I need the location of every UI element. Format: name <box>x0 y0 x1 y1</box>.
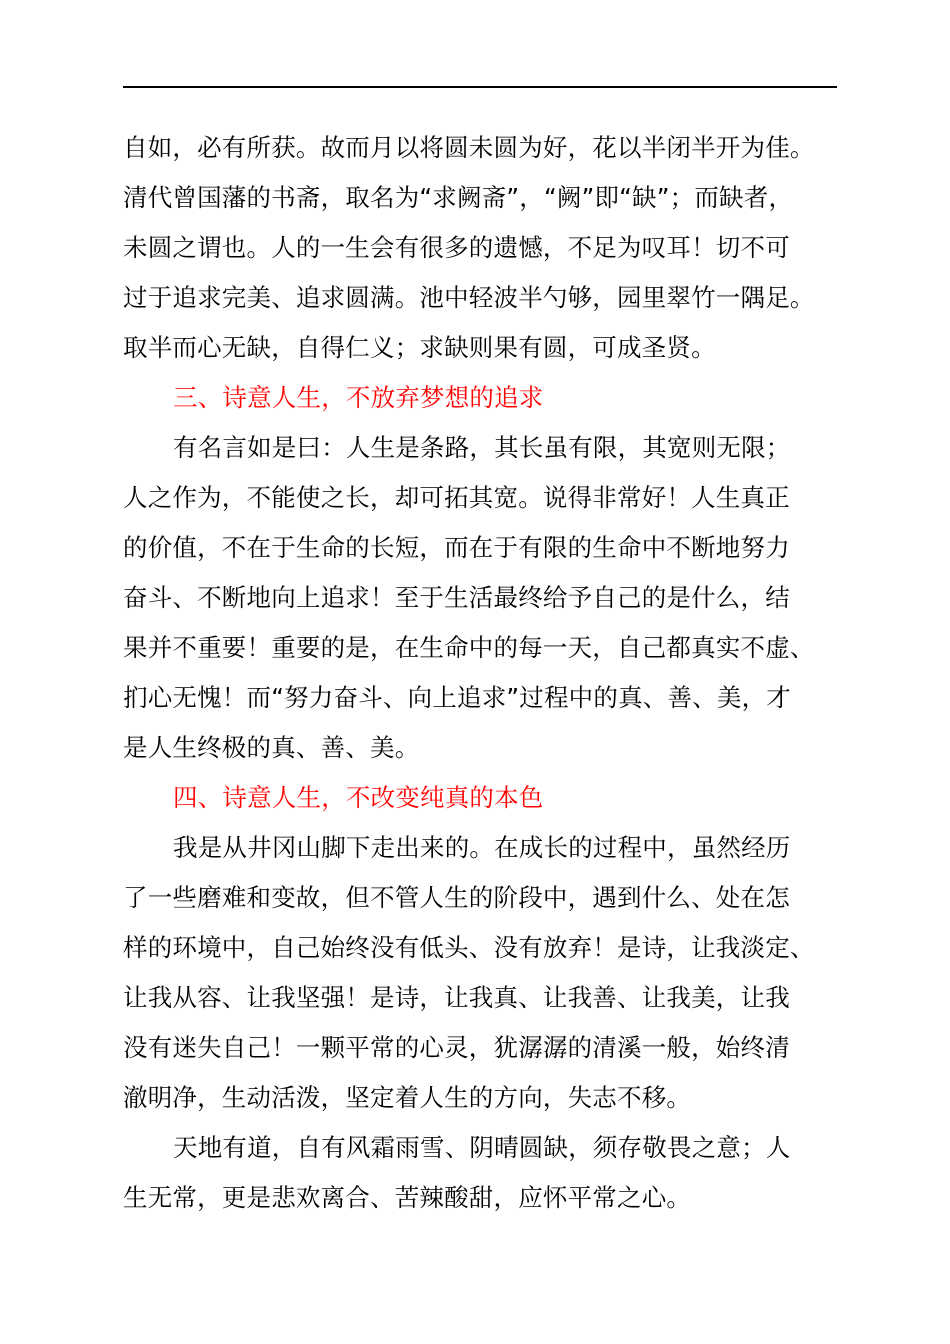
section-heading-3: 三、诗意人生，不放弃梦想的追求 <box>173 383 544 412</box>
text-line: 天地有道，自有风霜雨雪、阴晴圆缺，须存敬畏之意；人 <box>173 1133 791 1162</box>
header-rule <box>123 86 837 88</box>
text-line: 样的环境中，自己始终没有低头、没有放弃！是诗，让我淡定、 <box>123 933 815 962</box>
text-line: 奋斗、不断地向上追求！至于生活最终给予自己的是什么，结 <box>123 583 790 612</box>
text-line: 生无常，更是悲欢离合、苦辣酸甜，应怀平常之心。 <box>123 1183 692 1212</box>
text-line: 了一些磨难和变故，但不管人生的阶段中，遇到什么、处在怎 <box>123 883 790 912</box>
text-line: 过于追求完美、追求圆满。池中轻波半勺够，园里翠竹一隅足。 <box>123 283 815 312</box>
text-line: 我是从井冈山脚下走出来的。在成长的过程中，虽然经历 <box>173 833 791 862</box>
text-line: 清代曾国藩的书斋，取名为“求阙斋”，“阙”即“缺”；而缺者， <box>123 183 794 212</box>
text-line: 果并不重要！重要的是，在生命中的每一天，自己都真实不虚、 <box>123 633 815 662</box>
text-line: 扪心无愧！而“努力奋斗、向上追求”过程中的真、善、美，才 <box>123 683 791 712</box>
text-line: 取半而心无缺，自得仁义；求缺则果有圆，可成圣贤。 <box>123 333 716 362</box>
text-line: 自如，必有所获。故而月以将圆未圆为好，花以半闭半开为佳。 <box>123 133 815 162</box>
text-line: 有名言如是曰：人生是条路，其长虽有限，其宽则无限； <box>173 433 791 462</box>
text-line: 的价值，不在于生命的长短，而在于有限的生命中不断地努力 <box>123 533 790 562</box>
text-line: 未圆之谓也。人的一生会有很多的遗憾，不足为叹耳！切不可 <box>123 233 790 262</box>
text-line: 没有迷失自己！一颗平常的心灵，犹潺潺的清溪一般，始终清 <box>123 1033 790 1062</box>
text-line: 人之作为，不能使之长，却可拓其宽。说得非常好！人生真正 <box>123 483 790 512</box>
text-line: 澈明净，生动活泼，坚定着人生的方向，失志不移。 <box>123 1083 692 1112</box>
text-line: 是人生终极的真、善、美。 <box>123 733 420 762</box>
section-heading-4: 四、诗意人生，不改变纯真的本色 <box>173 783 544 812</box>
text-line: 让我从容、让我坚强！是诗，让我真、让我善、让我美，让我 <box>123 983 790 1012</box>
